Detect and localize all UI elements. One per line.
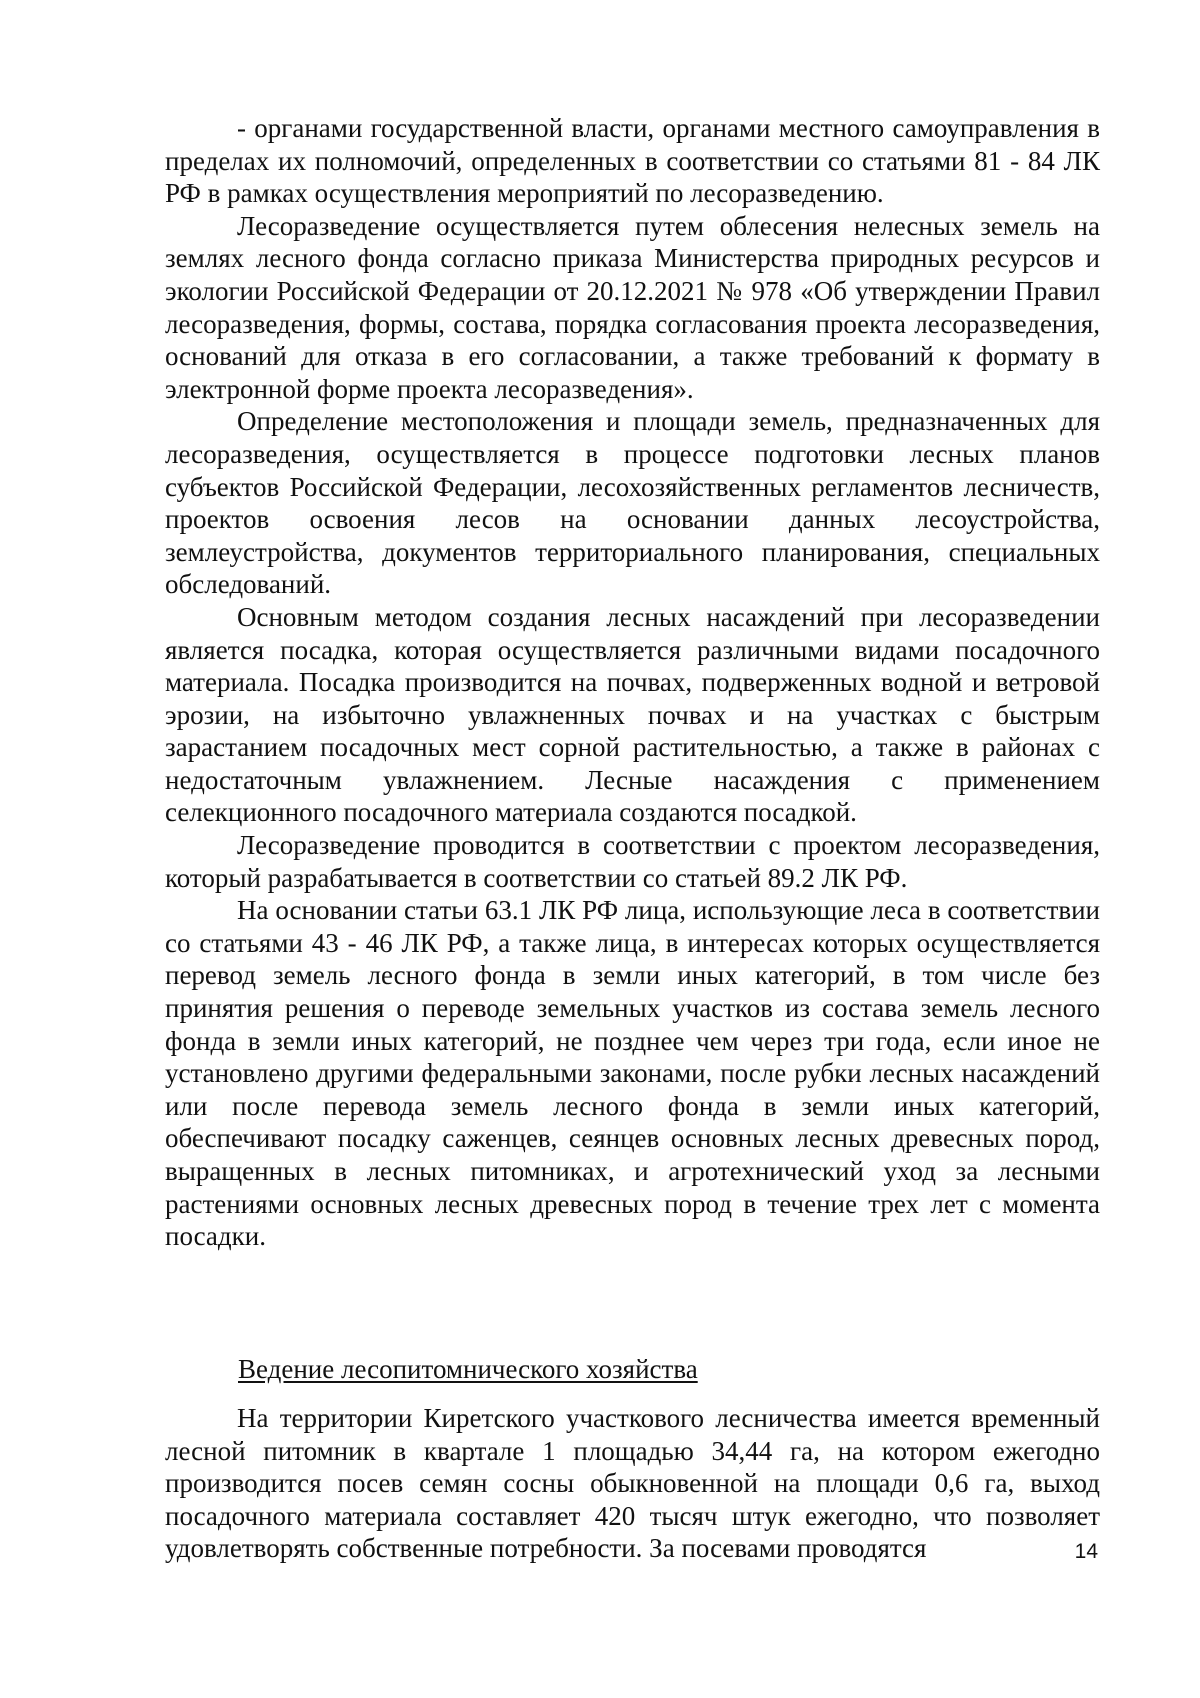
paragraph-land-location: Определение местоположения и площади земель, предназначенных для лесоразведения, осуществляется в процессе подготовки лесных планов субъектов Российской Федерации, лесохозяйственных регламентов лесничеств, проектов освоения лесов на основании данных лесоустройства, землеустройства, документов территориального планирования, специальных обследований. (165, 406, 1100, 600)
body-text-top (165, 112, 1100, 1253)
paragraph-afforestation-project: Лесоразведение проводится в соответствии с проектом лесоразведения, который разрабатывается в соответствии со статьей 89.2 ЛК РФ. (165, 830, 1100, 893)
body-text-bottom (165, 1402, 1100, 1565)
paragraph-authorities: - органами государственной власти, органами местного самоуправления в пределах их полномочий, определенных в соответствии со статьями 81 - 84 ЛК РФ в рамках осуществления мероприятий по лесоразведению. (165, 113, 1100, 209)
section-heading: Ведение лесопитомнического хозяйства (238, 1354, 698, 1384)
page-number: 14 (1074, 1540, 1098, 1563)
paragraph-planting-method: Основным методом создания лесных насаждений при лесоразведении является посадка, которая осуществляется различными видами посадочного материала. Посадка производится на почвах, подверженных водной и ветровой эрозии, на избыточно увлажненных почвах и на участках с быстрым зарастанием посадочных мест сорной растительностью, а также в районах с недостаточным увлажнением. Лесные насаждения с применением селекционного посадочного материала создаются посадкой. (165, 601, 1100, 828)
paragraph-article-63-1: На основании статьи 63.1 ЛК РФ лица, использующие леса в соответствии со статьями 43 - 46 ЛК РФ, а также лица, в интересах которых осуществляется перевод земель лесного фонда в земли иных категорий, в том числе без принятия решения о переводе земельных участков из состава земель лесного фонда в земли иных категорий, не позднее чем через три года, если иное не установлено другими федеральными законами, после рубки лесных насаждений или после перевода земель лесного фонда в земли иных категорий, обеспечивают посадку саженцев, сеянцев основных лесных древесных пород, выращенных в лесных питомниках, и агротехнический уход за лесными растениями основных лесных древесных пород в течение трех лет с момента посадки. (165, 895, 1100, 1252)
paragraph-nursery: На территории Киретского участкового лесничества имеется временный лесной питомник в квартале 1 площадью 34,44 га, на котором ежегодно производится посев семян сосны обыкновенной на площади 0,6 га, выход посадочного материала составляет 420 тысяч штук ежегодно, что позволяет удовлетворять собственные потребности. За посевами проводятся (165, 1403, 1100, 1564)
paragraph-afforestation-order: Лесоразведение осуществляется путем облесения нелесных земель на землях лесного фонда согласно приказа Министерства природных ресурсов и экологии Российской Федерации от 20.12.2021 № 978 «Об утверждении Правил лесоразведения, формы, состава, порядка согласования проекта лесоразведения, оснований для отказа в его согласовании, а также требований к формату в электронной форме проекта лесоразведения». (165, 210, 1100, 404)
